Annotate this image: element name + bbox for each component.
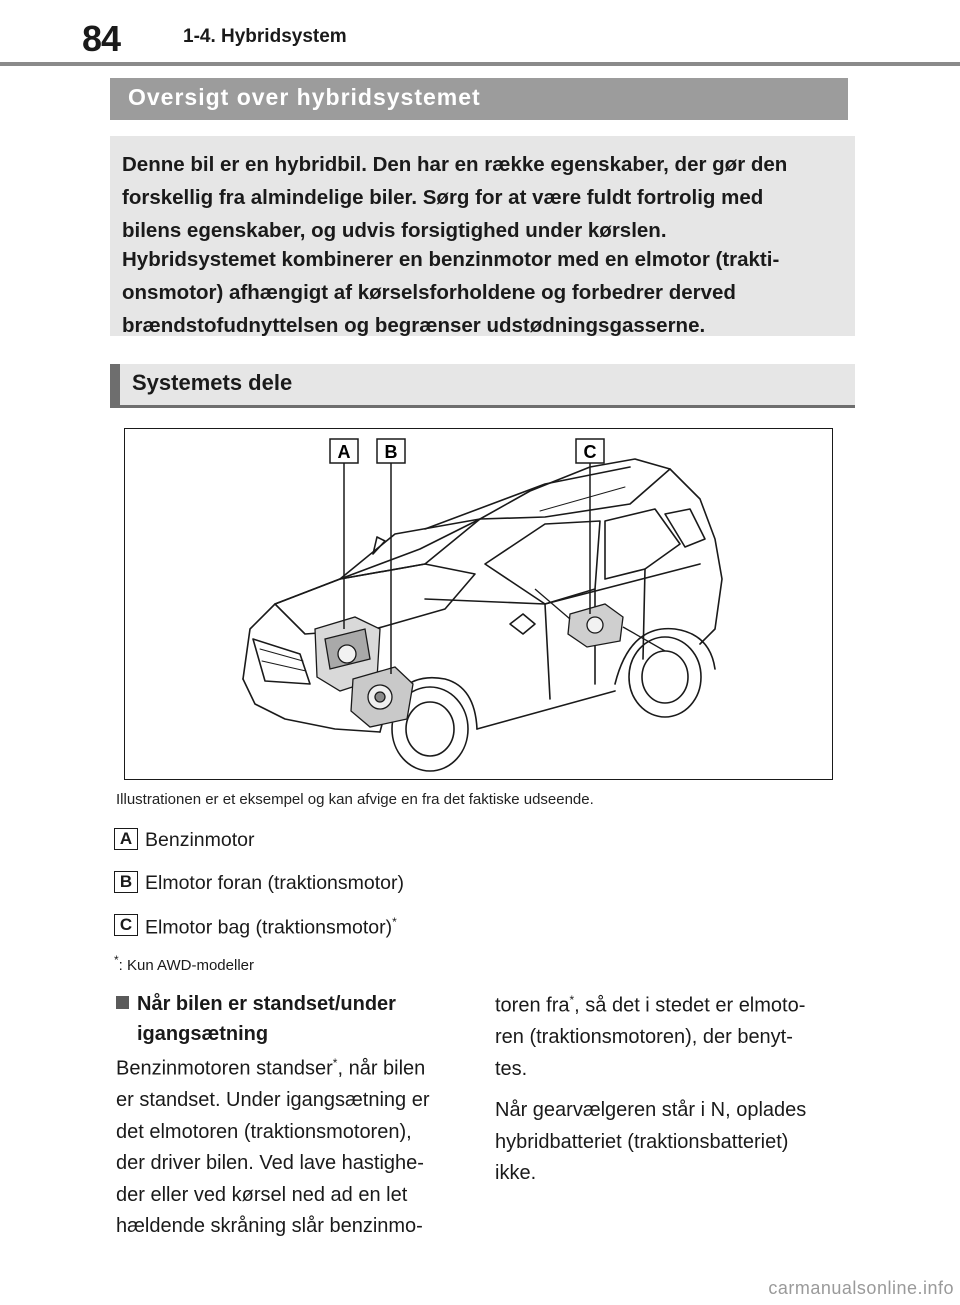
bullet-square-icon [116, 996, 129, 1009]
intro-line: onsmotor) afhængigt af kørselsforholdene og forbedrer derved [122, 281, 736, 304]
text-line: , når bilen [337, 1057, 426, 1080]
footnote-text: : Kun AWD-modeller [118, 957, 254, 974]
intro-box [110, 136, 855, 336]
subheading-line-1: Når bilen er standset/under [137, 993, 396, 1015]
subheading [116, 989, 456, 1049]
legend-text-c [145, 915, 397, 940]
text-line: hybridbatteriet (traktionsbatteriet) [495, 1130, 789, 1153]
text-line: er standset. Under igangsætning er [116, 1089, 430, 1112]
text-line: ikke. [495, 1162, 537, 1185]
asterisk: * [392, 915, 397, 929]
figure-label-c-text: C [583, 442, 597, 462]
intro-paragraph-1 [122, 148, 847, 247]
car-drawing [125, 429, 834, 781]
text-line: toren fra [495, 994, 570, 1017]
rear-motor-component [535, 589, 665, 651]
parts-title-bar [110, 364, 855, 408]
left-column [116, 1048, 466, 1243]
asterisk: * [332, 1056, 338, 1070]
text-line: Når gearvælgeren står i N, oplades [495, 1099, 807, 1122]
watermark: carmanualsonline.info [768, 1278, 954, 1298]
legend-text-c-label: Elmotor bag (traktionsmotor) [145, 916, 393, 939]
figure-caption: Illustrationen er et eksempel og kan afvige en fra det faktiske udseende. [116, 791, 594, 808]
vehicle-illustration [124, 428, 833, 780]
figure-label-c [576, 439, 604, 463]
overview-title: Oversigt over hybridsystemet [128, 84, 481, 110]
parts-title: Systemets dele [132, 370, 293, 395]
left-paragraph [116, 1048, 466, 1243]
footnote-asterisk: * [114, 953, 119, 967]
right-paragraph-1 [495, 985, 855, 1085]
intro-paragraph-2 [122, 243, 847, 342]
section-heading: 1-4. Hybridsystem [183, 26, 347, 47]
figure-label-b-text: B [384, 442, 398, 462]
overview-title-bar [110, 78, 848, 120]
intro-line: brændstofudnyttelsen og begrænser udstødningsgasserne. [122, 314, 706, 337]
legend-text-b: Elmotor foran (traktionsmotor) [145, 872, 404, 894]
right-column [495, 985, 855, 1190]
intro-line: forskellig fra almindelige biler. Sørg for at være fuldt fortrolig med [122, 186, 764, 209]
intro-line: Hybridsystemet kombinerer en benzinmotor med en elmotor (trakti- [122, 248, 780, 271]
text-line: det elmotoren (traktionsmotoren), [116, 1120, 412, 1143]
text-line: hældende skråning slår benzinmo- [116, 1215, 423, 1238]
legend-label-a: A [114, 828, 138, 850]
intro-line: bilens egenskaber, og udvis forsigtighed under kørslen. [122, 219, 667, 242]
asterisk: * [569, 993, 575, 1007]
subheading-line-2: igangsætning [137, 1023, 269, 1045]
intro-line: Denne bil er en hybridbil. Den har en række egenskaber, der gør den [122, 153, 788, 176]
legend-label-c: C [114, 914, 138, 936]
right-paragraph-2 [495, 1095, 855, 1190]
text-line: Benzinmotoren standser [116, 1057, 333, 1080]
legend-text-a: Benzinmotor [145, 829, 255, 851]
figure-label-b [377, 439, 405, 463]
figure-label-a [330, 439, 358, 463]
footnote [114, 953, 254, 974]
header-divider [0, 62, 960, 66]
page-number: 84 [82, 18, 121, 59]
text-line: der driver bilen. Ved lave hastighe- [116, 1152, 424, 1175]
text-line: tes. [495, 1057, 528, 1080]
legend-label-b: B [114, 871, 138, 893]
text-line: ren (traktionsmotoren), der benyt- [495, 1026, 793, 1049]
figure-label-a-text: A [337, 442, 351, 462]
text-line: , så det i stedet er elmoto- [574, 994, 806, 1017]
text-line: der eller ved kørsel ned ad en let [116, 1183, 408, 1206]
